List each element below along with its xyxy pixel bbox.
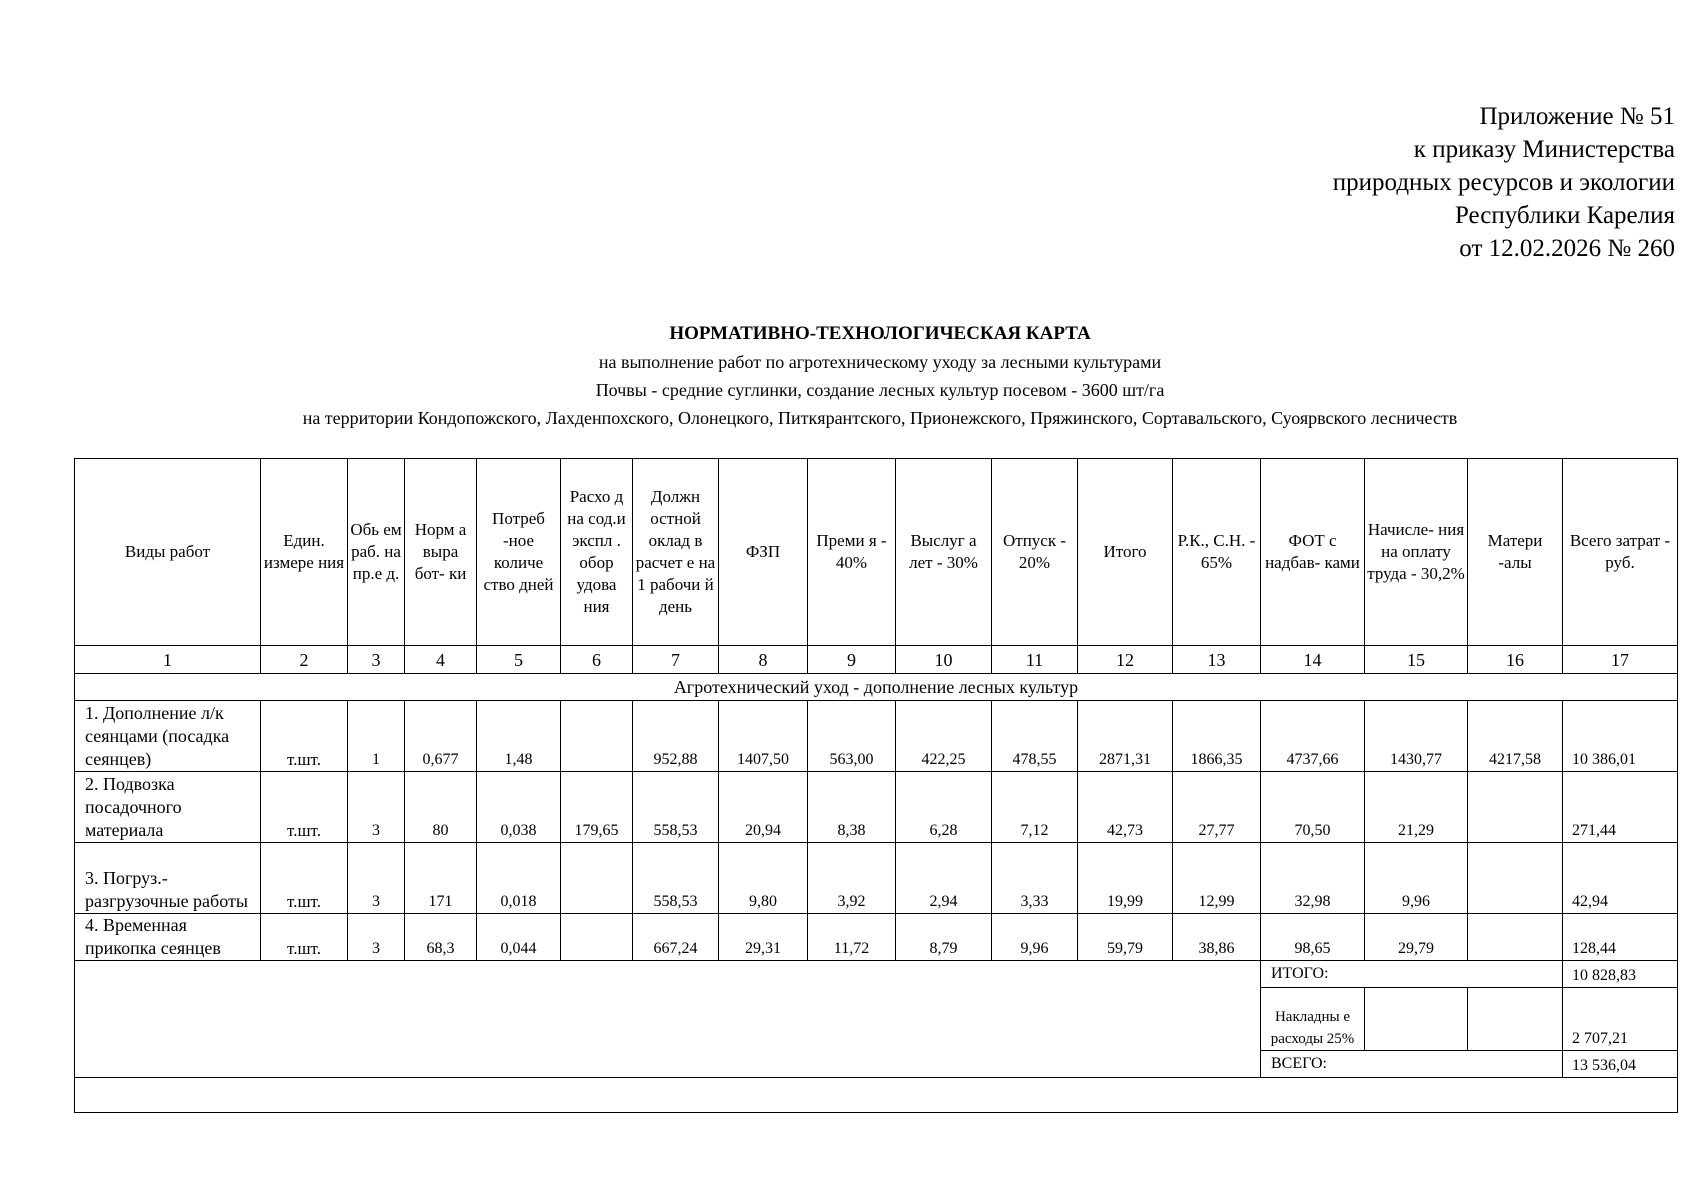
column-header: Виды работ (75, 459, 261, 646)
summary-blank (75, 961, 1261, 1078)
column-number: 10 (896, 646, 992, 674)
table-cell: 1,48 (477, 701, 561, 772)
document-heading (0, 323, 1697, 432)
table-cell: 1430,77 (1365, 701, 1468, 772)
work-name-cell: 2. Подвозка посадочного материала (75, 772, 261, 843)
table-cell: 3,92 (808, 843, 896, 914)
table-cell (1468, 843, 1563, 914)
header-row (75, 459, 1678, 646)
column-number: 16 (1468, 646, 1563, 674)
table-cell: 1866,35 (1173, 701, 1261, 772)
table-cell: 3 (348, 772, 405, 843)
column-number: 11 (992, 646, 1078, 674)
section-title: Агротехнический уход - дополнение лесных культур (75, 674, 1678, 701)
work-name-cell: 4. Временная прикопка сеянцев (75, 914, 261, 961)
table-cell (75, 1078, 1678, 1113)
column-header: Отпуск - 20% (992, 459, 1078, 646)
appendix-block (1333, 100, 1675, 265)
table-cell (561, 914, 633, 961)
column-header: Р.К., С.Н. - 65% (1173, 459, 1261, 646)
table-cell (1468, 914, 1563, 961)
document-subtitle: Почвы - средние суглинки, создание лесных культур посевом - 3600 шт/га (595, 380, 1165, 400)
table-cell: 11,72 (808, 914, 896, 961)
table-cell: 128,44 (1563, 914, 1678, 961)
table-cell: 0,038 (477, 772, 561, 843)
summary-row-itogo (75, 961, 1678, 988)
column-header: Норм а выра бот- ки (405, 459, 477, 646)
table-row (75, 914, 1678, 961)
appendix-line: природных ресурсов и экологии (1332, 169, 1675, 196)
table-cell: т.шт. (261, 772, 348, 843)
table-cell (561, 843, 633, 914)
table-cell: 21,29 (1365, 772, 1468, 843)
table-cell: 68,3 (405, 914, 477, 961)
column-header: Преми я - 40% (808, 459, 896, 646)
itogo-value: 10 828,83 (1563, 961, 1678, 988)
work-name-cell: 3. Погруз.- разгрузочные работы (75, 843, 261, 914)
column-header: Матери -алы (1468, 459, 1563, 646)
column-number: 6 (561, 646, 633, 674)
table-cell: т.шт. (261, 914, 348, 961)
table-cell: 32,98 (1261, 843, 1365, 914)
table-cell: 42,73 (1078, 772, 1173, 843)
column-number: 12 (1078, 646, 1173, 674)
table-cell: 1407,50 (719, 701, 808, 772)
table-row (75, 701, 1678, 772)
document-title: НОРМАТИВНО-ТЕХНОЛОГИЧЕСКАЯ КАРТА (669, 323, 1091, 344)
table-cell: 10 386,01 (1563, 701, 1678, 772)
table-cell: т.шт. (261, 701, 348, 772)
column-header: Расхо д на сод.и экспл . обор удова ния (561, 459, 633, 646)
table-cell: 9,96 (1365, 843, 1468, 914)
column-header: Всего затрат - руб. (1563, 459, 1678, 646)
column-number: 9 (808, 646, 896, 674)
column-number: 1 (75, 646, 261, 674)
table-cell: т.шт. (261, 843, 348, 914)
empty-row (75, 1078, 1678, 1113)
column-number: 4 (405, 646, 477, 674)
appendix-line: Республики Карелия (1454, 202, 1675, 229)
table-cell (1468, 988, 1563, 1051)
table-cell: 558,53 (633, 843, 719, 914)
document-subtitle: на выполнение работ по агротехническому уходу за лесными культурами (598, 352, 1162, 372)
table-cell: 19,99 (1078, 843, 1173, 914)
table-cell: 1 (348, 701, 405, 772)
table-cell: 563,00 (808, 701, 896, 772)
table-cell: 558,53 (633, 772, 719, 843)
table-cell (1365, 988, 1468, 1051)
table-cell: 952,88 (633, 701, 719, 772)
table-cell: 8,38 (808, 772, 896, 843)
column-number: 15 (1365, 646, 1468, 674)
overhead-label: Накладны е расходы 25% (1261, 988, 1365, 1051)
vsego-label: ВСЕГО: (1261, 1051, 1563, 1078)
overhead-value: 2 707,21 (1563, 988, 1678, 1051)
table-cell: 20,94 (719, 772, 808, 843)
table-cell: 27,77 (1173, 772, 1261, 843)
column-header: Начисле- ния на оплату труда - 30,2% (1365, 459, 1468, 646)
table-cell: 4737,66 (1261, 701, 1365, 772)
column-header: Итого (1078, 459, 1173, 646)
table-cell: 3 (348, 914, 405, 961)
table-cell: 12,99 (1173, 843, 1261, 914)
column-number: 14 (1261, 646, 1365, 674)
column-header: Выслуг а лет - 30% (896, 459, 992, 646)
table-cell: 2,94 (896, 843, 992, 914)
column-numbers-row (75, 646, 1678, 674)
table-cell (561, 701, 633, 772)
column-number: 13 (1173, 646, 1261, 674)
appendix-line: Приложение № 51 (1479, 103, 1675, 130)
table-cell: 271,44 (1563, 772, 1678, 843)
column-number: 2 (261, 646, 348, 674)
table-cell: 4217,58 (1468, 701, 1563, 772)
table-cell: 70,50 (1261, 772, 1365, 843)
table-cell: 171 (405, 843, 477, 914)
table-cell: 98,65 (1261, 914, 1365, 961)
table-cell: 0,677 (405, 701, 477, 772)
table-cell: 2871,31 (1078, 701, 1173, 772)
column-header: Должн остной оклад в расчет е на 1 рабочи й день (633, 459, 719, 646)
table-cell: 179,65 (561, 772, 633, 843)
table-cell: 478,55 (992, 701, 1078, 772)
table-cell: 29,31 (719, 914, 808, 961)
column-number: 5 (477, 646, 561, 674)
table-cell: 0,044 (477, 914, 561, 961)
column-number: 7 (633, 646, 719, 674)
table-cell: 3 (348, 843, 405, 914)
column-number: 3 (348, 646, 405, 674)
column-header: Обь ем раб. на пр.е д. (348, 459, 405, 646)
table-row (75, 772, 1678, 843)
table-cell: 80 (405, 772, 477, 843)
table-row (75, 843, 1678, 914)
section-row (75, 674, 1678, 701)
table-cell: 29,79 (1365, 914, 1468, 961)
table-cell: 3,33 (992, 843, 1078, 914)
table-cell (1468, 772, 1563, 843)
table-cell: 38,86 (1173, 914, 1261, 961)
table-cell: 42,94 (1563, 843, 1678, 914)
appendix-line: к приказу Министерства (1413, 136, 1675, 163)
vsego-value: 13 536,04 (1563, 1051, 1678, 1078)
column-header: Потреб -ное количе ство дней (477, 459, 561, 646)
table-cell: 0,018 (477, 843, 561, 914)
work-name-cell: 1. Дополнение л/к сеянцами (посадка сеянцев) (75, 701, 261, 772)
column-header: ФЗП (719, 459, 808, 646)
table-cell: 667,24 (633, 914, 719, 961)
table-cell: 422,25 (896, 701, 992, 772)
column-number: 8 (719, 646, 808, 674)
table-cell: 59,79 (1078, 914, 1173, 961)
itogo-label: ИТОГО: (1261, 961, 1563, 988)
column-header: ФОТ с надбав- ками (1261, 459, 1365, 646)
norm-tech-table (74, 458, 1678, 1113)
table-cell: 9,80 (719, 843, 808, 914)
table-cell: 6,28 (896, 772, 992, 843)
column-header: Един. измере ния (261, 459, 348, 646)
table-cell: 7,12 (992, 772, 1078, 843)
table-cell: 8,79 (896, 914, 992, 961)
column-number: 17 (1563, 646, 1678, 674)
appendix-line: от 12.02.2026 № 260 (1459, 235, 1675, 262)
document-subtitle: на территории Кондопожского, Лахденпохского, Олонецкого, Питкярантского, Прионежского, Пряжинского, Сортавальского, Суоярвского лесничеств (302, 408, 1458, 428)
table-cell: 9,96 (992, 914, 1078, 961)
